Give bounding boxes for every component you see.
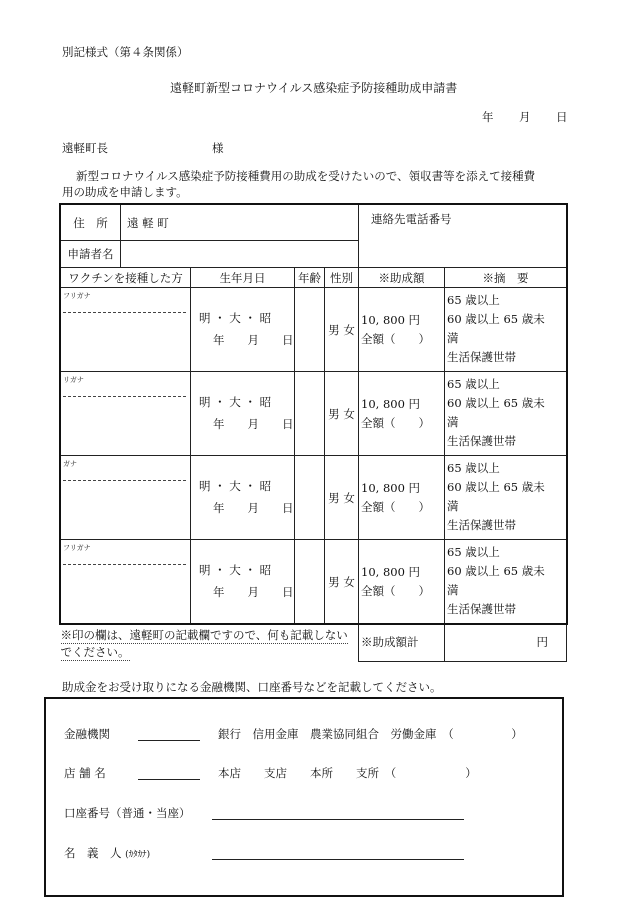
amount-cell <box>359 456 445 540</box>
age-cell[interactable] <box>295 456 325 540</box>
amount-full: 全額（ ） <box>361 500 430 514</box>
staff-only-note <box>61 624 359 662</box>
summary-60to65: 60 歳以上 65 歳未 <box>447 480 545 494</box>
addressee: 遠軽町長 <box>62 141 108 155</box>
date-day-label: 日 <box>556 110 568 124</box>
institution-name-field[interactable] <box>138 740 200 741</box>
era-options: 明 ・ 大 ・ 昭 <box>199 563 272 577</box>
summary-welfare: 生活保護世帯 <box>447 602 516 616</box>
furigana-divider <box>63 564 186 565</box>
summary-65plus: 65 歳以上 <box>447 377 500 391</box>
summary-cell <box>445 372 567 456</box>
dob-cell[interactable] <box>191 456 295 540</box>
date-year-label: 年 <box>482 110 494 124</box>
summary-60to65-cont: 満 <box>447 499 459 513</box>
institution-types: 銀行 信用金庫 農業協同組合 労働金庫 （ ） <box>218 727 523 741</box>
col-dob: 生年月日 <box>191 268 295 288</box>
holder-kana-note: (ｶﾀｶﾅ) <box>125 850 151 860</box>
name-cell[interactable] <box>61 540 191 624</box>
sex-options[interactable]: 男 女 <box>325 540 359 624</box>
summary-60to65-cont: 満 <box>447 583 459 597</box>
sex-options[interactable]: 男 女 <box>325 372 359 456</box>
amount-full: 全額（ ） <box>361 332 430 346</box>
bank-intro: 助成金をお受け取りになる金融機関、口座番号などを記載してください。 <box>62 680 442 694</box>
furigana-divider <box>63 312 186 313</box>
ymd-labels: 年 月 日 <box>213 417 294 431</box>
amount-fixed: 10, 800 円 <box>361 397 421 411</box>
summary-60to65: 60 歳以上 65 歳未 <box>447 396 545 410</box>
institution-label: 金融機関 <box>64 727 110 741</box>
summary-welfare: 生活保護世帯 <box>447 434 516 448</box>
summary-cell <box>445 288 567 372</box>
dob-cell[interactable] <box>191 288 295 372</box>
intro-text-line1: 新型コロナウイルス感染症予防接種費用の助成を受けたいので、領収書等を添えて接種費 <box>76 169 536 183</box>
applicant-name-field[interactable] <box>121 241 359 268</box>
col-amount: ※助成額 <box>359 268 445 288</box>
summary-60to65-cont: 満 <box>447 415 459 429</box>
note-line1: ※印の欄は、遠軽町の記載欄ですので、何も記載しない <box>60 628 348 642</box>
total-unit: 円 <box>445 624 567 662</box>
amount-cell <box>359 540 445 624</box>
furigana-label: フリガナ <box>63 544 91 552</box>
ymd-labels: 年 月 日 <box>213 501 294 515</box>
total-label: ※助成額計 <box>359 624 445 662</box>
branch-types: 本店 支店 本所 支所 （ ） <box>218 766 477 780</box>
intro-text-line2: 用の助成を申請します。 <box>62 185 188 199</box>
col-sex: 性別 <box>325 268 359 288</box>
amount-fixed: 10, 800 円 <box>361 313 421 327</box>
person-row <box>61 456 567 540</box>
dob-cell[interactable] <box>191 540 295 624</box>
summary-cell <box>445 540 567 624</box>
age-cell[interactable] <box>295 372 325 456</box>
summary-welfare: 生活保護世帯 <box>447 350 516 364</box>
amount-cell <box>359 288 445 372</box>
sex-options[interactable]: 男 女 <box>325 456 359 540</box>
address-label: 住 所 <box>61 205 121 241</box>
col-vaccinated: ワクチンを接種した方 <box>61 268 191 288</box>
col-age: 年齢 <box>295 268 325 288</box>
summary-welfare: 生活保護世帯 <box>447 518 516 532</box>
address-field[interactable]: 遠 軽 町 <box>121 205 359 241</box>
age-cell[interactable] <box>295 288 325 372</box>
col-summary: ※摘 要 <box>445 268 567 288</box>
amount-fixed: 10, 800 円 <box>361 565 421 579</box>
form-reference: 別記様式（第４条関係） <box>62 45 189 59</box>
amount-fixed: 10, 800 円 <box>361 481 421 495</box>
furigana-label: リガナ <box>63 376 84 384</box>
amount-cell <box>359 372 445 456</box>
age-cell[interactable] <box>295 540 325 624</box>
account-number-field[interactable] <box>212 819 464 820</box>
phone-label: 連絡先電話番号 <box>371 212 452 226</box>
summary-60to65: 60 歳以上 65 歳未 <box>447 564 545 578</box>
summary-60to65: 60 歳以上 65 歳未 <box>447 312 545 326</box>
amount-full: 全額（ ） <box>361 416 430 430</box>
summary-65plus: 65 歳以上 <box>447 293 500 307</box>
application-table <box>60 204 567 662</box>
date-month-label: 月 <box>519 110 531 124</box>
amount-full: 全額（ ） <box>361 584 430 598</box>
name-cell[interactable] <box>61 456 191 540</box>
dob-cell[interactable] <box>191 372 295 456</box>
holder-label <box>64 845 150 861</box>
summary-cell <box>445 456 567 540</box>
summary-65plus: 65 歳以上 <box>447 545 500 559</box>
applicant-name-label: 申請者名 <box>61 241 121 268</box>
name-cell[interactable] <box>61 372 191 456</box>
branch-name-field[interactable] <box>138 779 200 780</box>
summary-60to65-cont: 満 <box>447 331 459 345</box>
name-cell[interactable] <box>61 288 191 372</box>
era-options: 明 ・ 大 ・ 昭 <box>199 395 272 409</box>
note-line2: でください。 <box>60 645 130 659</box>
era-options: 明 ・ 大 ・ 昭 <box>199 311 272 325</box>
person-row <box>61 288 567 372</box>
honorific: 様 <box>212 141 224 155</box>
furigana-divider <box>63 480 186 481</box>
furigana-divider <box>63 396 186 397</box>
branch-label: 店 舗 名 <box>64 766 106 780</box>
phone-field[interactable] <box>359 205 567 268</box>
document-title: 遠軽町新型コロナウイルス感染症予防接種助成申請書 <box>170 81 458 95</box>
person-row <box>61 540 567 624</box>
sex-options[interactable]: 男 女 <box>325 288 359 372</box>
ymd-labels: 年 月 日 <box>213 333 294 347</box>
era-options: 明 ・ 大 ・ 昭 <box>199 479 272 493</box>
ymd-labels: 年 月 日 <box>213 585 294 599</box>
person-row <box>61 372 567 456</box>
furigana-label: フリガナ <box>63 292 91 300</box>
summary-65plus: 65 歳以上 <box>447 461 500 475</box>
bank-box <box>44 697 564 897</box>
account-label: 口座番号（普通・当座） <box>64 806 191 820</box>
holder-label-text: 名 義 人 <box>64 846 122 860</box>
holder-name-field[interactable] <box>212 859 464 860</box>
furigana-label: ガナ <box>63 460 77 468</box>
